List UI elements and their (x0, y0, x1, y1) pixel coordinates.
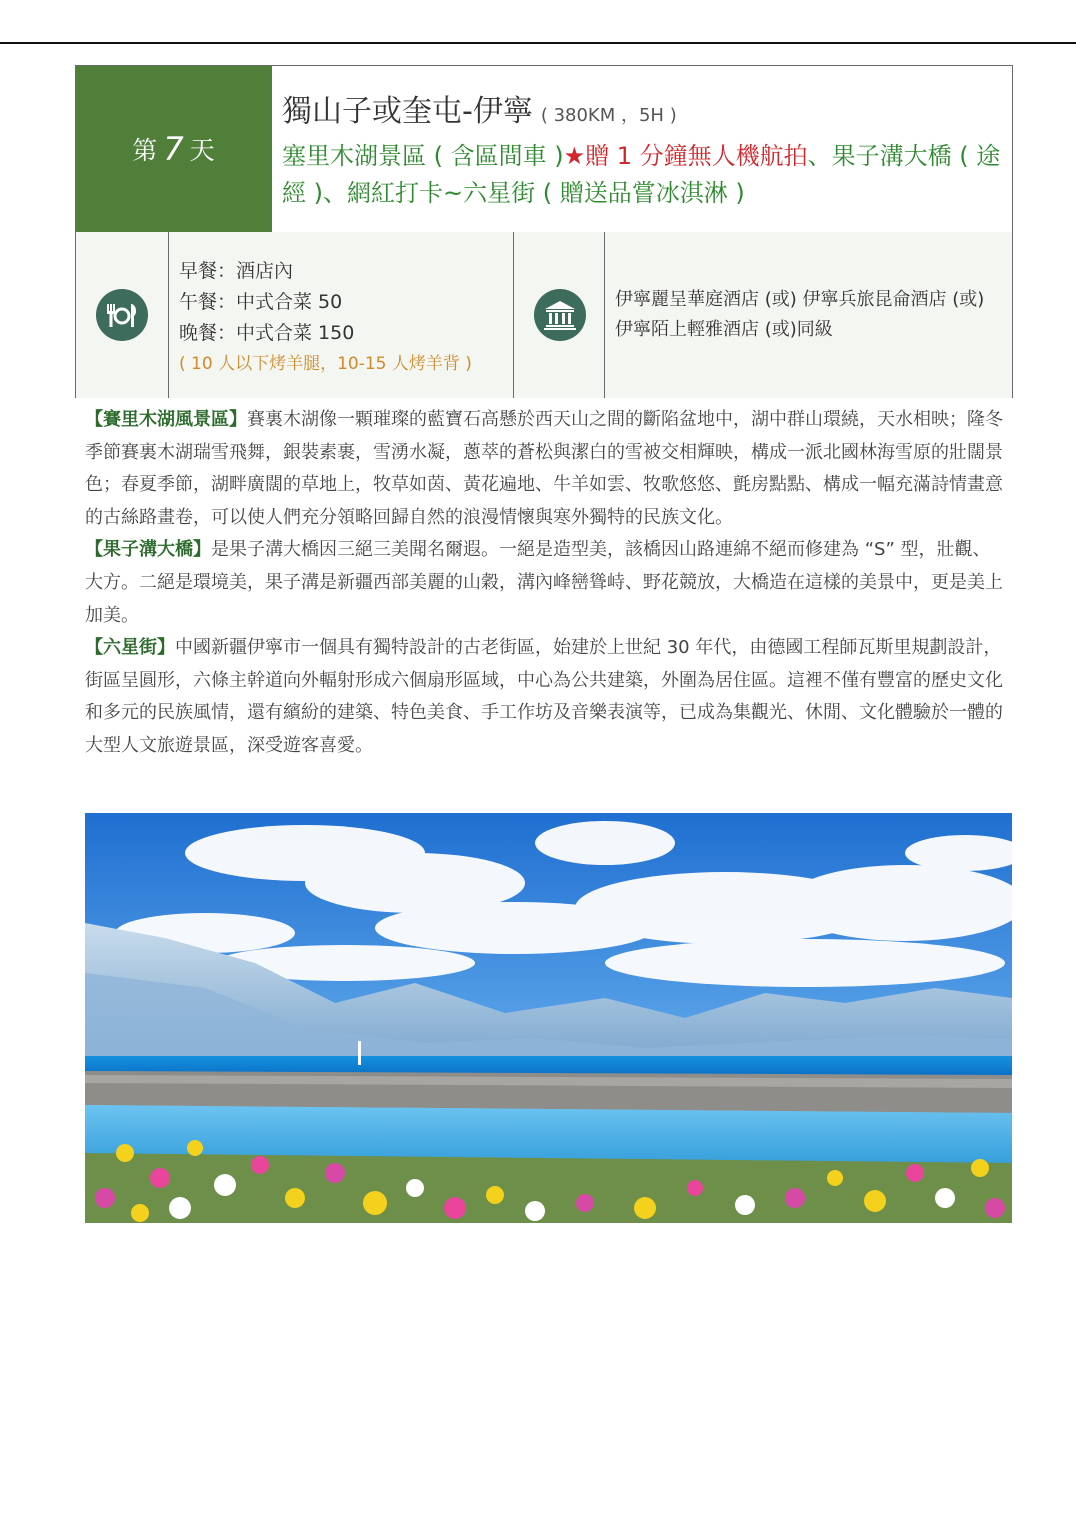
highlights (282, 138, 1002, 212)
section-body: 中國新疆伊寧市一個具有獨特設計的古老街區，始建於上世紀 30 年代，由德國工程師瓦斯里規劃設計，街區呈圓形，六條主幹道向外輻射形成六個扇形區域，中心為公共建築，外圍為居住區。這裡不僅有豐富的歷史文化和多元的民族風情，還有繽紛的建築、特色美食、手工作坊及音樂表演等，已成為集觀光、休閒、文化體驗於一體的大型人文旅遊景區，深受遊客喜愛。 (85, 637, 1003, 756)
section-title: 【果子溝大橋】 (85, 539, 211, 561)
meal-note: ( 10 人以下烤羊腿，10-15 人烤羊背 ) (179, 354, 472, 374)
hotel-icon-cell (513, 232, 605, 398)
gift-text: ★贈 1 分鐘無人機航拍 (563, 142, 808, 170)
section-title: 【六星街】 (85, 637, 175, 659)
day-suffix: 天 (189, 136, 215, 165)
itinerary-info-row (76, 232, 1012, 398)
itinerary-header-row (76, 66, 1012, 233)
highlight-part2: 、果子溝大橋 ( 途經 )、網紅打卡~六星街 ( 贈送品嘗冰淇淋 ) (282, 142, 1001, 207)
lunch: 午餐：中式合菜 50 (179, 291, 343, 313)
day-number: 7 (163, 130, 184, 168)
route-title: 獨山子或奎屯-伊寧 (282, 94, 533, 129)
route-line (282, 92, 1002, 136)
day-label (76, 66, 271, 232)
highlight-part1: 塞里木湖景區 ( 含區間車 ) (282, 142, 564, 170)
section-body: 是果子溝大橋因三絕三美聞名爾遐。一絕是造型美，該橋因山路連綿不絕而修建為 “S” 型，壯觀、大方。二絕是環境美，果子溝是新疆西部美麗的山穀，溝內峰巒聳峙、野花競放，大橋造在這樣的美景中，更是美上加美。 (85, 539, 1003, 626)
hotel-building-icon (534, 289, 586, 341)
utensils-icon (96, 289, 148, 341)
meal-icon-cell (76, 232, 168, 398)
section-six-star-street (85, 632, 1005, 762)
section-guozigou-bridge (85, 534, 1005, 632)
section-title: 【賽里木湖風景區】 (85, 409, 247, 430)
route-cell (271, 66, 1012, 232)
day-prefix: 第 (132, 136, 158, 165)
description (85, 404, 1005, 763)
sayram-lake-photo (85, 813, 1012, 1223)
route-meta: ( 380KM ，5H ) (540, 105, 677, 126)
hotel-info: 伊寧麗呈華庭酒店 (或) 伊寧兵旅昆侖酒店 (或) 伊寧陌上輕雅酒店 (或)同級 (604, 232, 1012, 398)
day-itinerary-table (75, 65, 1013, 398)
dinner: 晚餐：中式合菜 150 (179, 322, 355, 344)
meals-info (168, 232, 513, 398)
section-sayram-lake (85, 404, 1005, 534)
top-rule (0, 42, 1076, 44)
breakfast: 早餐：酒店內 (179, 260, 294, 282)
section-body: 賽裏木湖像一顆璀璨的藍寶石高懸於西天山之間的斷陷盆地中，湖中群山環繞，天水相映；隆冬季節賽裏木湖瑞雪飛舞，銀裝素裹，雪湧水凝，蔥萃的蒼松與潔白的雪被交相輝映，構成一派北國林海雪原的壯闊景色；春夏季節，湖畔廣闊的草地上，牧草如茵、黃花遍地、牛羊如雲、牧歌悠悠、氈房點點、構成一幅充滿詩情畫意的古絲路畫卷，可以使人們充分領略回歸自然的浪漫情懷與寒外獨特的民族文化。 (85, 409, 1003, 528)
